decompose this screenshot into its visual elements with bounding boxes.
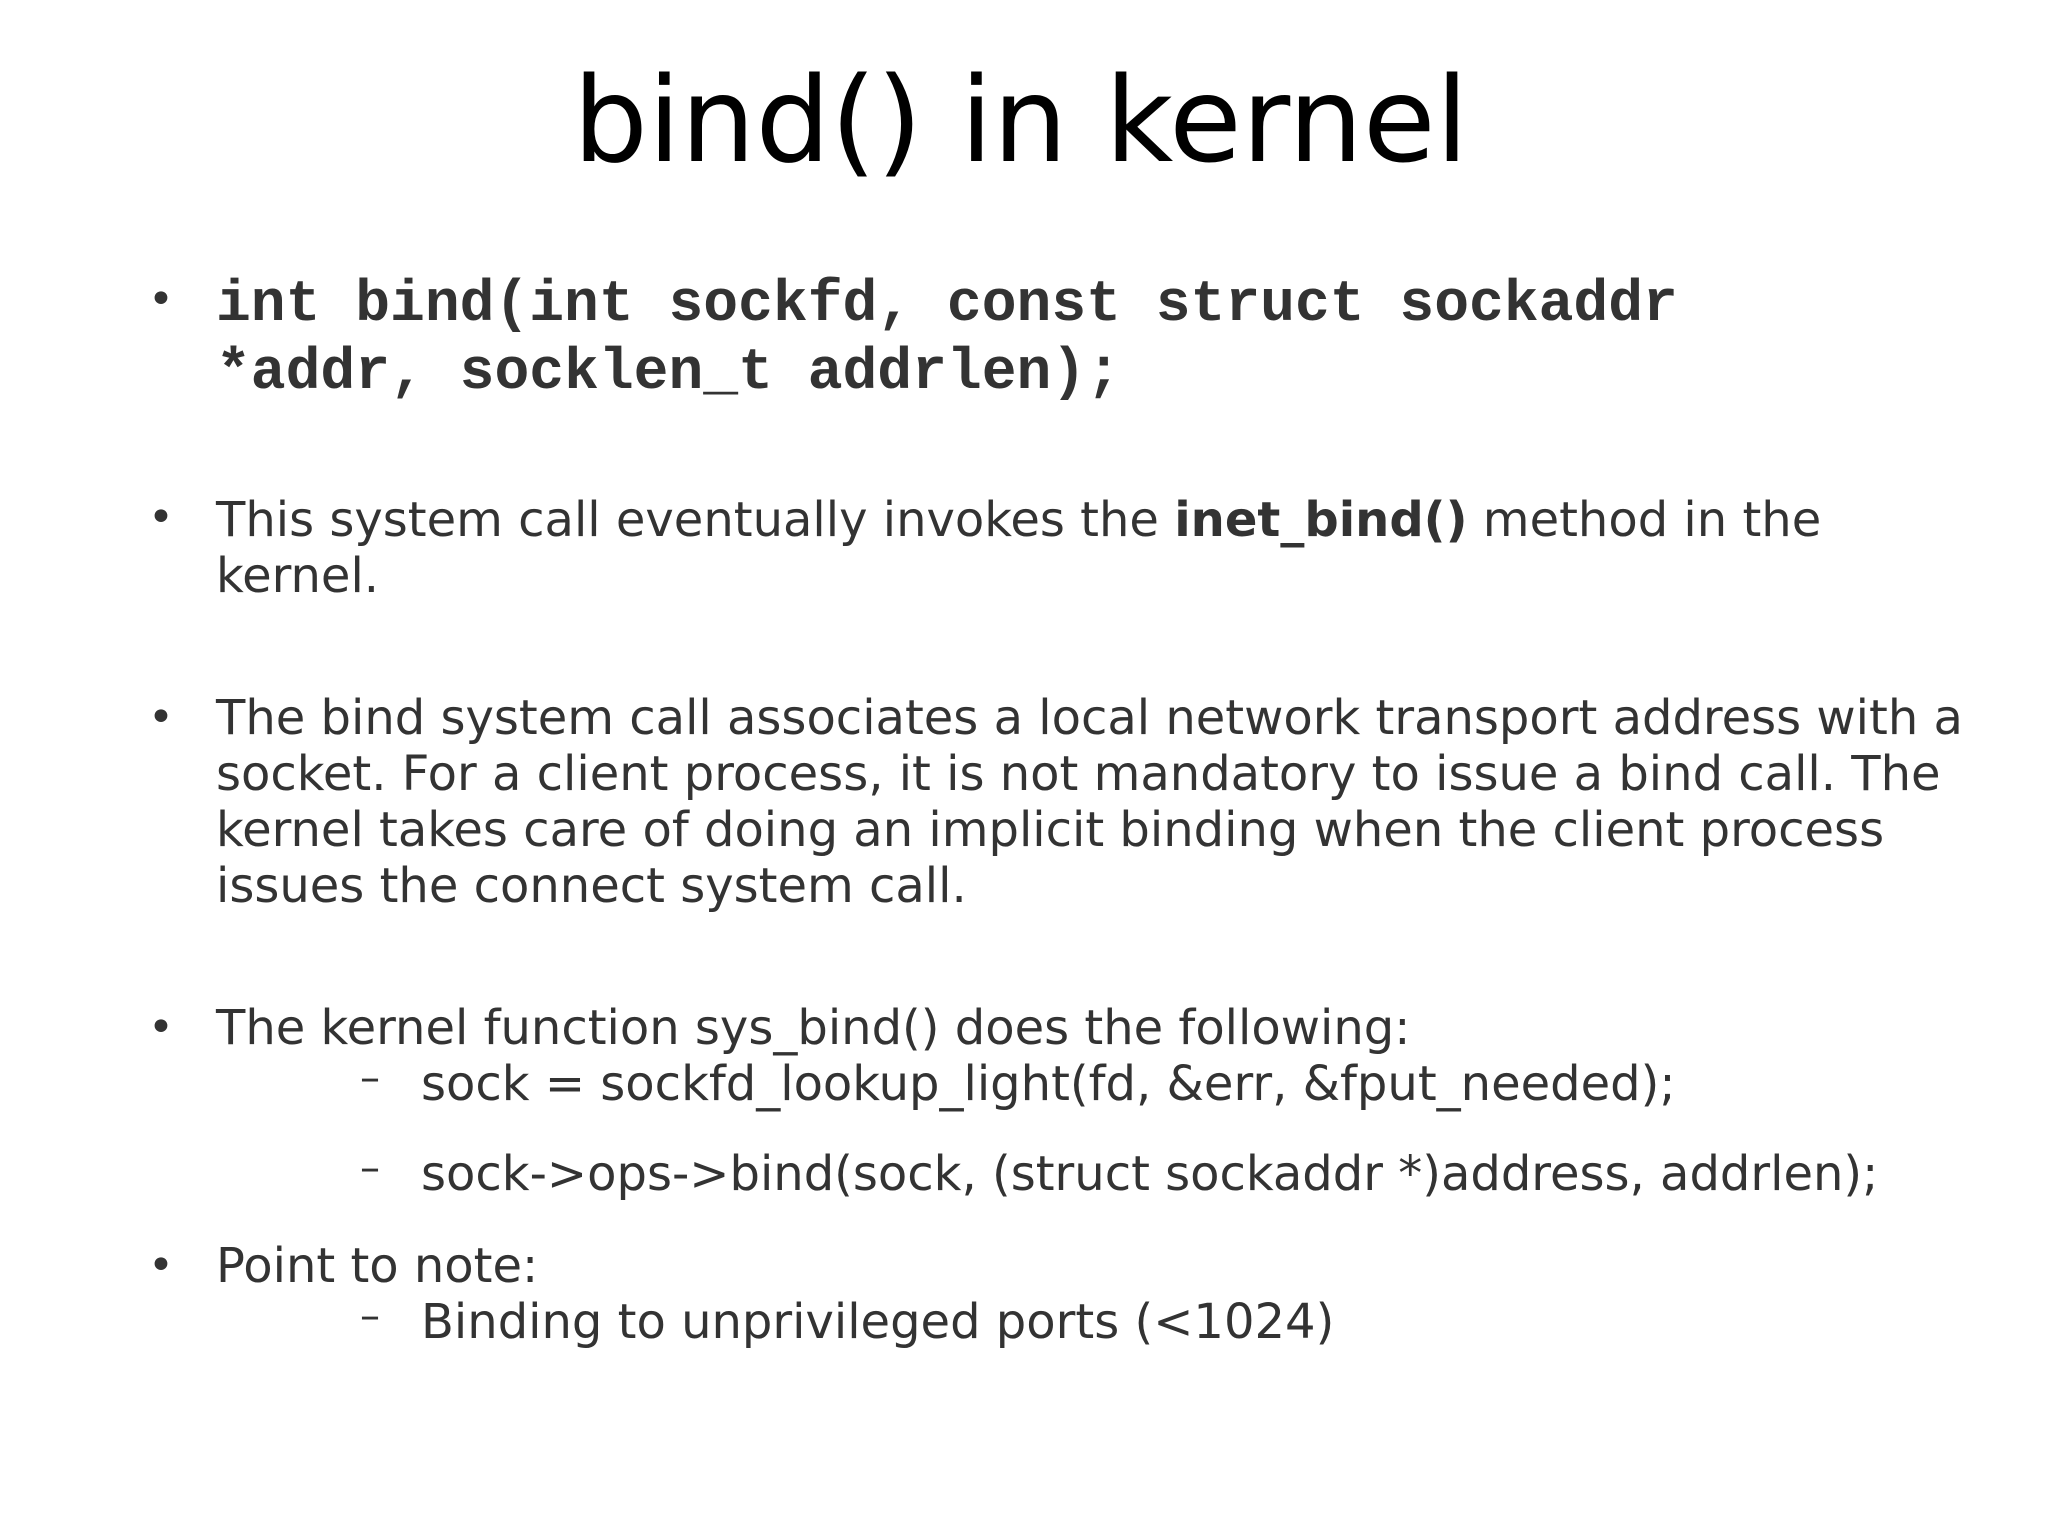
- bullet-text-segment: method in the: [1467, 492, 1822, 548]
- sub-bullet-marker: –: [360, 1293, 380, 1339]
- bullet-marker: •: [148, 692, 174, 743]
- slide-title: bind() in kernel: [573, 51, 1469, 189]
- bullet-text: Point to note:: [216, 1238, 539, 1294]
- bullet-marker: •: [148, 492, 174, 543]
- bullet-text: [216, 492, 1821, 548]
- sub-bullet-text: Binding to unprivileged ports (<1024): [421, 1294, 1335, 1350]
- bullet-text-continuation: socket. For a client process, it is not mandatory to issue a bind call. The: [216, 746, 1941, 802]
- inet-bind-emphasis: inet_bind(): [1174, 492, 1468, 548]
- bullet-text-continuation: kernel.: [216, 548, 380, 604]
- bullet-marker: •: [148, 1002, 174, 1053]
- sub-bullet-text: sock->ops->bind(sock, (struct sockaddr *)address, addrlen);: [421, 1146, 1879, 1202]
- bullet-text: The bind system call associates a local network transport address with a: [216, 690, 1963, 746]
- bind-signature-line-1: int bind(int sockfd, const struct sockaddr: [216, 273, 1678, 338]
- bullet-marker: •: [148, 1240, 174, 1291]
- bullet-text: The kernel function sys_bind() does the following:: [216, 1000, 1411, 1056]
- sub-bullet-text: sock = sockfd_lookup_light(fd, &err, &fput_needed);: [421, 1056, 1676, 1112]
- sub-bullet-marker: –: [360, 1055, 380, 1101]
- bind-signature-line-2: *addr, socklen_t addrlen);: [216, 341, 1121, 406]
- bullet-text-segment: This system call eventually invokes the: [216, 492, 1175, 548]
- bullet-marker: •: [148, 274, 174, 325]
- bullet-text-continuation: issues the connect system call.: [216, 858, 967, 914]
- sub-bullet-marker: –: [360, 1145, 380, 1191]
- bullet-text-continuation: kernel takes care of doing an implicit binding when the client process: [216, 802, 1885, 858]
